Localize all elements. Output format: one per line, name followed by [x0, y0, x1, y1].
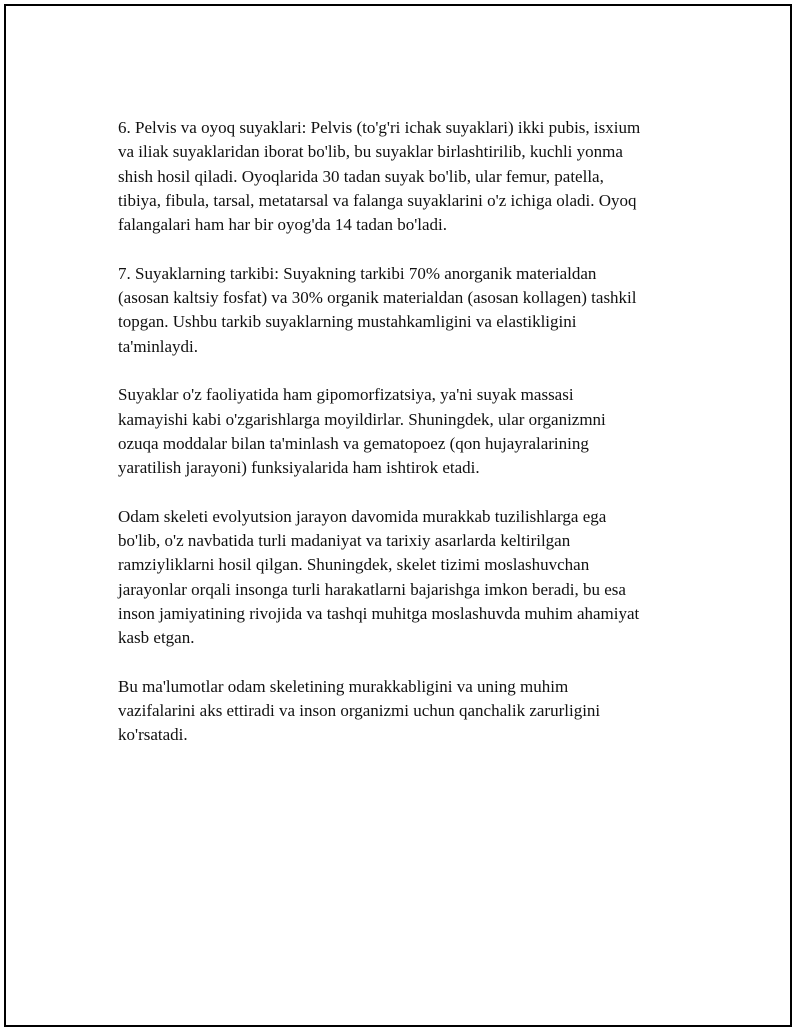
document-body: [118, 116, 698, 772]
paragraph-conclusion: Bu ma'lumotlar odam skeletining murakkabligini va uning muhim vazifalarini aks ettiradi va inson organizmi uchun qanchalik zarurligini ko'rsatadi.: [118, 676, 601, 745]
paragraph-bone-composition: 7. Suyaklarning tarkibi: Suyakning tarkibi 70% anorganik materialdan (asosan kaltsiy fosfat) va 30% organik materialdan (asosan kollagen) tashkil topgan. Ushbu tarkib suyaklarning mustahkamligini va elastikligini ta'minlaydi.: [118, 263, 637, 356]
paragraph-skeleton-evolution: Odam skeleti evolyutsion jarayon davomida murakkab tuzilishlarga ega bo'lib, o'z navbatida turli madaniyat va tarixiy asarlarda keltirilgan ramziyliklarni hosil qilgan. Shuningdek, skelet tizimi moslashuvchan jarayonlar orqali insonga turli harakatlarni bajarishga imkon beradi, bu esa inson jamiyatining rivojida va tashqi muhitga moslashuvda muhim ahamiyat kasb etgan.: [118, 506, 640, 648]
paragraph-bone-changes: Suyaklar o'z faoliyatida ham gipomorfizatsiya, ya'ni suyak massasi kamayishi kabi o'zgarishlarga moyildirlar. Shuningdek, ular organizmni ozuqa moddalar bilan ta'minlash va gematopoez (qon hujayralarining yaratilish jarayoni) funksiyalarida ham ishtirok etadi.: [118, 385, 606, 478]
paragraph-pelvis-legs: 6. Pelvis va oyoq suyaklari: Pelvis (to'g'ri ichak suyaklari) ikki pubis, isxium va iliak suyaklaridan iborat bo'lib, bu suyaklar birlashtirilib, kuchli yonma shish hosil qiladi. Oyoqlarida 30 tadan suyak bo'lib, ular femur, patella, tibiya, fibula, tarsal, metatarsal va falanga suyaklarini o'z ichiga oladi. Oyoq falangalari ham har bir oyog'da 14 tadan bo'ladi.: [118, 118, 641, 235]
